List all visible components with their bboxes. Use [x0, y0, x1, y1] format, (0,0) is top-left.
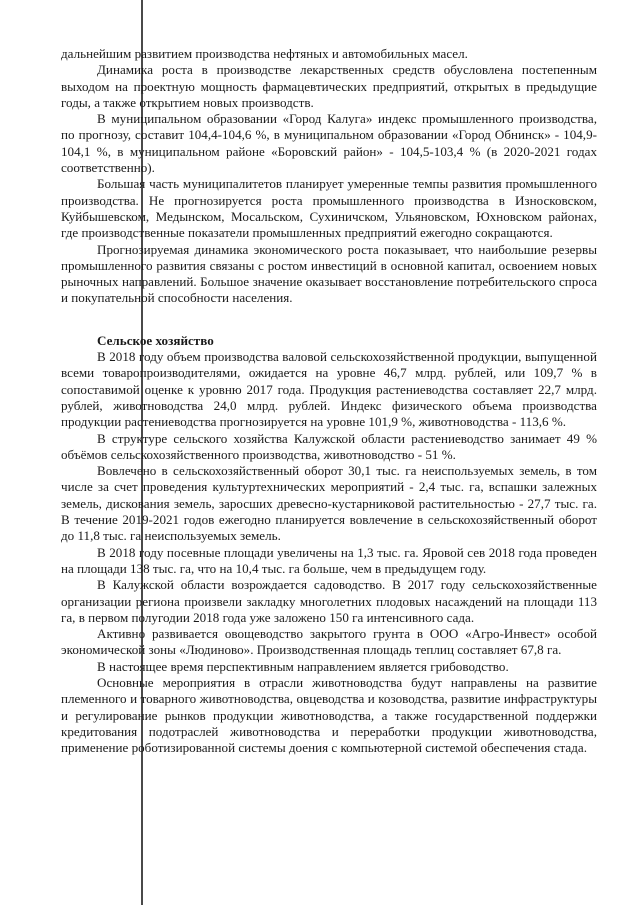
paragraph: Прогнозируемая динамика экономического роста показывает, что наибольшие резервы промышленного развития связаны с ростом инвестиций в основной капитал, освоением новых рыночных направлений. Большое значение оказывает восстановление потребительского спроса и покупательной способности населения.: [61, 241, 597, 306]
paragraph: Вовлечено в сельскохозяйственный оборот 30,1 тыс. га неиспользуемых земель, в том числе за счет проведения культуртехнических мероприятий - 2,4 тыс. га, вспашки залежных земель, дискования земель, заросших древесно-кустарниковой растительностью - 27,7 тыс. га. В течение 2019-2021 годов ежегодно планируется вовлечение в сельскохозяйственный оборот до 11,8 тыс. га неиспользуемых земель.: [61, 463, 597, 544]
section-gap: [61, 307, 597, 333]
paragraph: В муниципальном образовании «Город Калуга» индекс промышленного производства, по прогнозу, составит 104,4-104,6 %, в муниципальном образовании «Город Обнинск» - 104,9-104,1 %, в муниципальном районе «Боровский район» - 104,5-103,4 % (в 2020-2021 годах соответственно).: [61, 111, 597, 176]
paragraph: Большая часть муниципалитетов планирует умеренные темпы развития промышленного производства. Не прогнозируется роста промышленного производства в Износковском, Куйбышевском, Медынском, Мосальском, Сухиничском, Ульяновском, Юхновском районах, где производственные показатели промышленных предприятий ежегодно сокращаются.: [61, 176, 597, 241]
document-page: [61, 46, 597, 756]
paragraph: Динамика роста в производстве лекарственных средств обусловлена постепенным выходом на проектную мощность фармацевтических предприятий, открытых в предыдущие годы, а также открытием новых производств.: [61, 62, 597, 110]
section-heading: Сельское хозяйство: [97, 332, 214, 348]
paragraph: Основные мероприятия в отрасли животноводства будут направлены на развитие племенного и товарного животноводства, овцеводства и козоводства, развитие инфраструктуры и регулирование рынков продукции животноводства, а также государственной поддержки кредитования подотраслей животноводства и переработки продукции животноводства, применение роботизированной системы доения с компьютерной системой обеспечения стада.: [61, 674, 597, 756]
paragraph: В настоящее время перспективным направлением является грибоводство.: [97, 658, 509, 674]
paragraph: В 2018 году объем производства валовой сельскохозяйственной продукции, выпущенной всеми товаропроизводителями, ожидается на уровне 46,7 млрд. рублей, или 109,7 % в сопоставимой оценке к уровню 2017 года. Продукция растениеводства составляет 22,7 млрд. рублей, животноводства 24,0 млрд. рублей. Индекс физического объема производства продукции растениеводства прогнозируется на уровне 101,9 %, животноводства - 113,6 %.: [61, 349, 597, 430]
paragraph: В структуре сельского хозяйства Калужской области растениеводство занимает 49 % объёмов сельскохозяйственного производства, животноводство - 51 %.: [61, 430, 597, 462]
paragraph: В 2018 году посевные площади увеличены на 1,3 тыс. га. Яровой сев 2018 года проведен на площади 138 тыс. га, что на 10,4 тыс. га больше, чем в предыдущем году.: [61, 544, 597, 576]
paragraph: Активно развивается овощеводство закрытого грунта в ООО «Агро-Инвест» особой экономической зоны «Людиново». Производственная площадь теплиц составляет 67,8 га.: [61, 626, 597, 658]
paragraph: дальнейшим развитием производства нефтяных и автомобильных масел.: [61, 46, 468, 61]
paragraph: В Калужской области возрождается садоводство. В 2017 году сельскохозяйственные организации региона произвели закладку многолетних плодовых насаждений на площади 113 га, в первом полугодии 2018 года уже заложено 150 га интенсивного сада.: [61, 577, 597, 625]
